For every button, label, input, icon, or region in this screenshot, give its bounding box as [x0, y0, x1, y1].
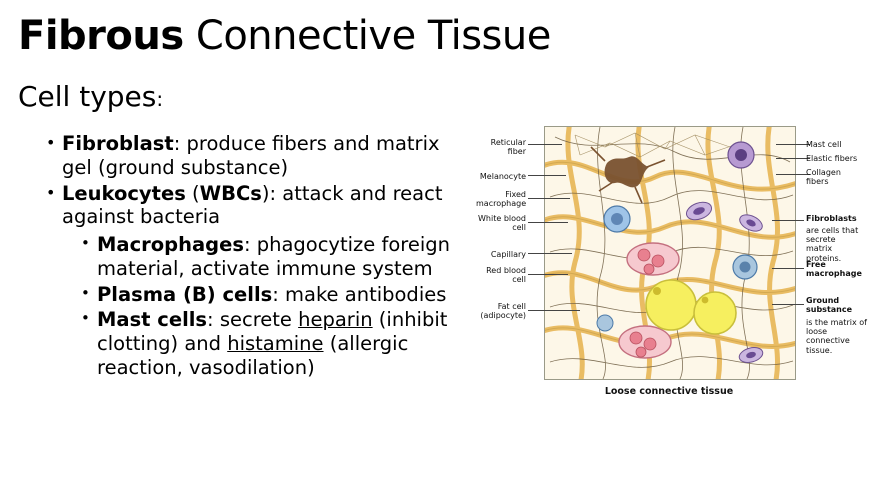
page-title-strong: Fibrous [18, 13, 184, 59]
sub-bullet-item [80, 283, 474, 307]
leader-line [528, 144, 562, 145]
leader-line [528, 274, 568, 275]
figure-label: are cells that secrete matrix proteins. [806, 226, 859, 263]
bullet-text [62, 182, 443, 229]
bullet-text-span: : make antibodies [272, 282, 447, 306]
leader-line [528, 222, 568, 223]
page-title-rest: Connective Tissue [183, 13, 551, 59]
page-title [18, 14, 551, 58]
bullet-item [44, 132, 474, 180]
bullet-text [62, 132, 440, 179]
section-subtitle [18, 82, 163, 113]
figure-label: Red blood cell [486, 266, 526, 285]
bullet-text-span: (inhibit clotting) and [97, 308, 448, 356]
bullet-list-container [44, 132, 474, 382]
bullet-marker-icon: • [81, 309, 90, 328]
leader-line [772, 304, 804, 305]
bullet-text-span: : phagocytize foreign material, activate immune system [97, 233, 450, 280]
leader-line [776, 144, 810, 145]
figure-loose-connective-tissue [476, 126, 868, 411]
tissue-illustration [545, 127, 795, 379]
bullet-list [44, 132, 474, 380]
leader-line [528, 253, 572, 254]
figure-label: Capillary [490, 250, 526, 259]
sub-bullet-text [97, 308, 447, 379]
leader-line [772, 268, 804, 269]
figure-label: White blood cell [478, 214, 526, 233]
sub-bullet-list [62, 233, 474, 380]
figure-label: Ground substance [806, 296, 853, 315]
bullet-text-span: (allergic reaction, vasodilation) [97, 332, 409, 380]
bullet-text-span: ): attack and react against bacteria [62, 181, 443, 229]
leader-line [528, 310, 580, 311]
sub-bullet-text [97, 233, 450, 280]
bullet-text-span: Fibroblast [62, 132, 174, 155]
figure-label: is the matrix of loose connective tissue. [806, 318, 867, 355]
bullet-marker-icon: • [46, 133, 56, 152]
leader-line [772, 220, 804, 221]
figure-label: Reticular fiber [490, 138, 526, 157]
figure-caption: Loose connective tissue [604, 386, 734, 397]
bullet-item [44, 182, 474, 380]
figure-label: Collagen fibers [806, 168, 841, 187]
figure-label: Fat cell (adipocyte) [480, 302, 526, 321]
section-subtitle-text: Cell types [18, 80, 157, 113]
section-subtitle-colon: : [156, 87, 164, 111]
figure-label: Elastic fibers [806, 154, 858, 163]
figure-label: Fibroblasts [806, 214, 857, 223]
figure-image [544, 126, 796, 380]
bullet-text-span: Plasma (B) cells [97, 282, 273, 306]
figure-label: Melanocyte [479, 172, 526, 181]
figure-label: Free macrophage [806, 260, 862, 279]
bullet-marker-icon: • [81, 283, 90, 302]
bullet-text-span: WBCs [199, 181, 262, 205]
sub-bullet-item [80, 233, 474, 281]
bullet-text-span: histamine [227, 332, 324, 356]
bullet-text-span: Macrophages [97, 233, 244, 257]
bullet-text-span: ( [185, 181, 200, 205]
sub-bullet-text [97, 283, 446, 306]
leader-line [528, 198, 570, 199]
bullet-text-span: heparin [298, 308, 373, 332]
figure-label: Mast cell [806, 140, 842, 149]
bullet-marker-icon: • [81, 234, 90, 253]
bullet-text-span: : secrete [207, 308, 299, 332]
leader-line [776, 158, 810, 159]
figure-label: Fixed macrophage [476, 190, 527, 209]
sub-bullet-item [80, 308, 474, 379]
bullet-marker-icon: • [46, 182, 56, 202]
bullet-text-span: Leukocytes [62, 181, 186, 205]
bullet-text-span: : produce fibers and matrix gel (ground substance) [62, 132, 440, 179]
leader-line [528, 175, 566, 176]
leader-line [776, 174, 810, 175]
bullet-text-span: Mast cells [97, 308, 208, 332]
